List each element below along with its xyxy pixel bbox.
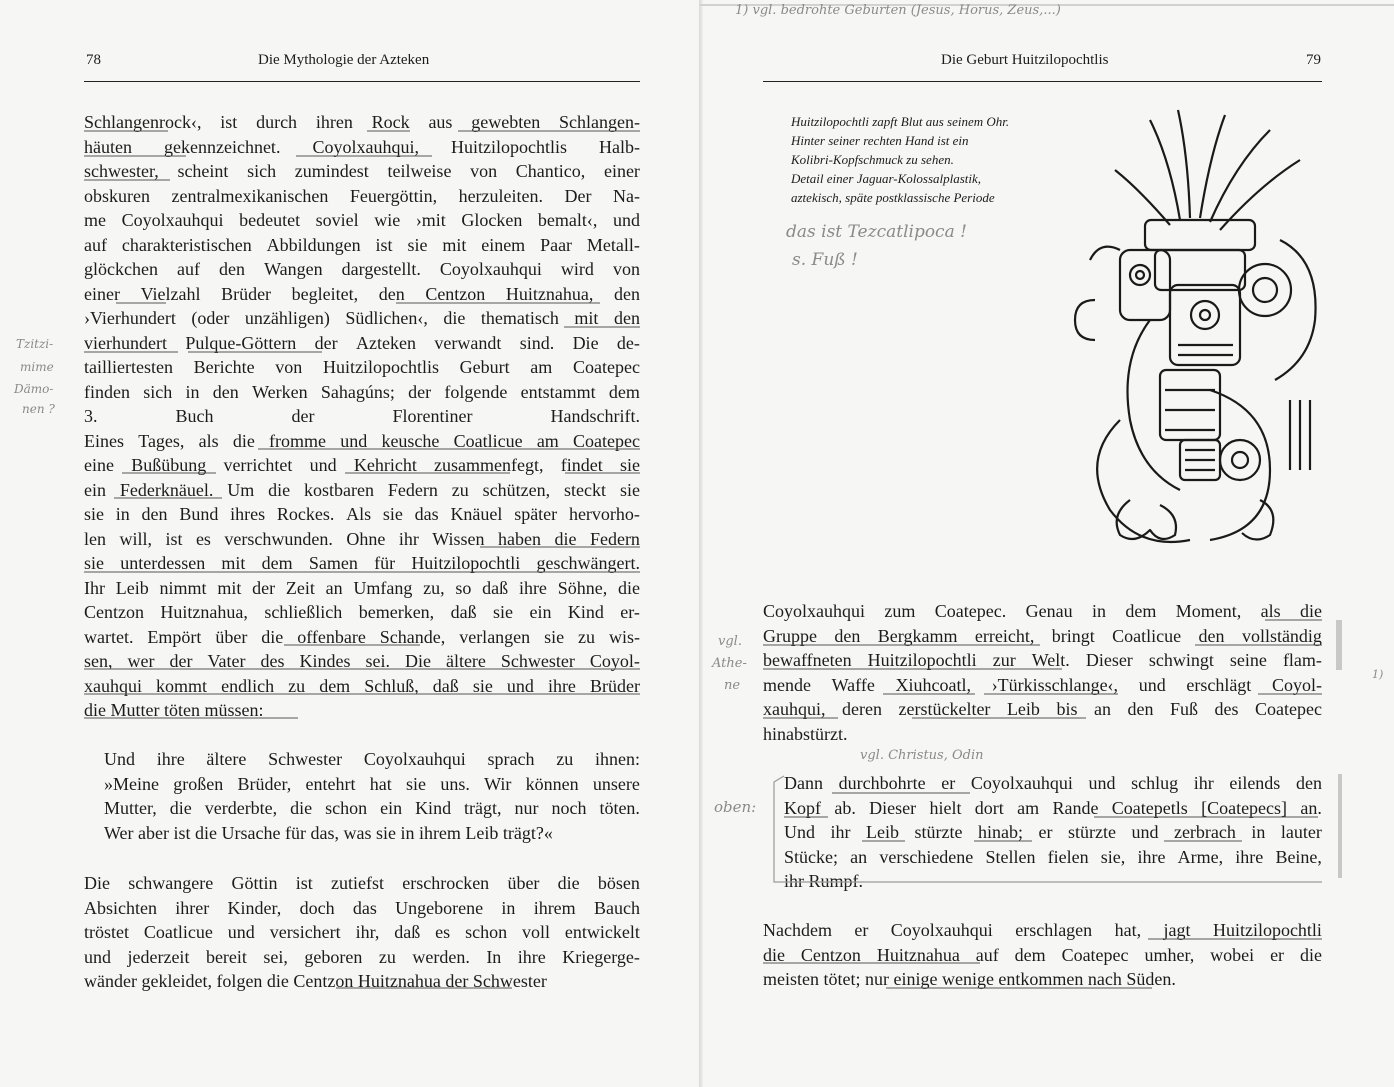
aztec-figure-illustration <box>1060 100 1320 560</box>
margin-note-oben: oben: <box>714 798 757 816</box>
left-body-line: auf charakteristischen Abbildungen ist sie mit einem Paar Metall- <box>84 234 640 255</box>
top-handwritten-note: 1) vgl. bedrohte Geburten (Jesus, Horus, Zeus,...) <box>735 3 1061 18</box>
left-after-line: wänder gekleidet, folgen die Centzon Huitznahua der Schwester <box>84 971 547 991</box>
right-quote-line: Und ihr Leib stürzte hinab; er stürzte und zerbrach in lauter <box>784 822 1322 842</box>
left-body-line: glöckchen auf den Wangen dargestellt. Coyolxauhqui wird von <box>84 259 640 279</box>
right-quote-line: Kopf ab. Dieser hielt dort am Rande Coatepetls [Coatepecs] an. <box>784 797 1322 818</box>
left-body-line: einer Vielzahl Brüder begleitet, den Centzon Huitznahua, den <box>84 283 640 304</box>
left-body-line: 3. Buch der Florentiner Handschrift. <box>84 406 640 426</box>
caption-line: Kolibri-Kopfschmuck zu sehen. <box>791 152 954 167</box>
left-body-line: sen, wer der Vater des Kindes sei. Die ältere Schwester Coyol- <box>84 651 640 671</box>
right-page-number: 79 <box>1306 52 1321 68</box>
right-quote-line: Stücke; an verschiedene Stellen fielen sie, ihre Arme, ihre Beine, <box>784 846 1322 867</box>
right-running-title: Die Geburt Huitzilopochtlis <box>941 52 1109 68</box>
left-quote-line: Und ihre ältere Schwester Coyolxauhqui sprach zu ihnen: <box>104 749 640 769</box>
left-body-line: len will, ist es verschwunden. Ohne ihr Wissen haben die Federn <box>84 528 640 549</box>
left-header-rule <box>84 81 640 82</box>
left-body-line: die Mutter töten müssen: <box>84 700 264 720</box>
right-header <box>703 52 1394 76</box>
right-after-line: die Centzon Huitznahua auf dem Coatepec umher, wobei er die <box>763 944 1322 965</box>
right-body-line: bewaffneten Huitzilopochtli zur Welt. Dieser schwingt seine flam- <box>763 650 1322 670</box>
left-body-line: Ihr Leib nimmt mit der Zeit an Umfang zu, so daß ihre Söhne, die <box>84 577 640 598</box>
right-body-line: hinabstürzt. <box>763 723 848 744</box>
left-after-line: Die schwangere Göttin ist zutiefst erschrocken über die bösen <box>84 873 640 893</box>
margin-note-athene-2: Athe- <box>712 656 747 671</box>
left-body-line: xauhqui kommt endlich zu dem Schluß, daß sie und ihre Brüder <box>84 675 640 696</box>
margin-note-left-2: mime <box>20 360 54 374</box>
left-quote-line: Wer aber ist die Ursache für das, was sie in ihrem Leib trägt?« <box>104 822 553 843</box>
left-body-line: wartet. Empört über die offenbare Schande, verlangen sie zu wis- <box>84 626 640 647</box>
right-body-line: mende Waffe Xiuhcoatl, ›Türkisschlange‹, und erschlägt Coyol- <box>763 674 1322 695</box>
left-after-line: und jederzeit bereit sei, geboren zu werden. In ihre Kriegerge- <box>84 946 640 967</box>
left-body-line: Centzon Huitznahua, schließlich bemerken, daß sie ein Kind er- <box>84 602 640 622</box>
left-body-line: obskuren zentralmexikanischen Feuergöttin, herzuleiten. Der Na- <box>84 185 640 206</box>
left-body-line: me Coyolxauhqui bedeutet soviel wie ›mit Glocken bemalt‹, und <box>84 210 640 230</box>
right-quote-line: ihr Rumpf. <box>784 871 863 891</box>
caption-handwritten-note: das ist Tezcatlipoca ! <box>786 222 967 242</box>
right-after-line: meisten tötet; nur einige wenige entkommen nach Süden. <box>763 969 1176 989</box>
margin-note-left-3: Dämo- <box>14 382 54 396</box>
figure-caption <box>791 112 1009 207</box>
margin-note-footnote-mark: 1) <box>1372 668 1384 681</box>
caption-line: Huitzilopochtli zapft Blut aus seinem Ohr. <box>791 114 1010 129</box>
left-after-line: Absichten ihrer Kinder, doch das Ungeborene in ihrem Bauch <box>84 897 640 918</box>
left-body-line: Eines Tages, als die fromme und keusche Coatlicue am Coatepec <box>84 430 640 451</box>
left-quote-line: Mutter, die verderbte, die schon ein Kind trägt, nur noch töten. <box>104 798 640 818</box>
right-body-line: xauhqui, deren zerstückelter Leib bis an den Fuß des Coatepec <box>763 699 1322 719</box>
left-body-line: vierhundert Pulque-Göttern der Azteken verwandt sind. Die de- <box>84 332 640 353</box>
left-block-quote <box>104 747 640 845</box>
left-continuation-text <box>84 871 640 994</box>
left-body-line: schwester, scheint sich zumindest teilweise von Chantico, einer <box>84 161 640 181</box>
right-after-line: Nachdem er Coyolxauhqui erschlagen hat, jagt Huitzilopochtli <box>763 920 1322 940</box>
left-header <box>0 52 700 76</box>
right-block-quote <box>784 771 1322 894</box>
left-body-line: tailliertesten Berichte von Huitzilopochtlis Geburt am Coatepec <box>84 357 640 377</box>
margin-note-left-4: nen ? <box>22 402 55 416</box>
book-gutter <box>699 0 703 1087</box>
left-body-line: ›Vierhundert (oder unzähligen) Südlichen‹, die thematisch mit den <box>84 308 640 328</box>
left-body-line: Schlangenrock‹, ist durch ihren Rock aus gewebten Schlangen- <box>84 112 640 132</box>
left-running-title: Die Mythologie der Azteken <box>258 52 430 68</box>
margin-note-athene-1: vgl. <box>718 634 742 649</box>
left-body-line: sie unterdessen mit dem Samen für Huitzilopochtli geschwängert. <box>84 553 640 573</box>
margin-note-left-1: Tzitzi- <box>16 337 54 351</box>
left-body-line: häuten gekennzeichnet. Coyolxauhqui, Huitzilopochtlis Halb- <box>84 136 640 157</box>
left-page-number: 78 <box>86 52 101 68</box>
caption-handwritten-note-2: s. Fuß ! <box>792 250 858 270</box>
left-body-line: ein Federknäuel. Um die kostbaren Federn zu schützen, steckt sie <box>84 479 640 500</box>
handwritten-christus-note: vgl. Christus, Odin <box>860 748 984 763</box>
right-body-text <box>763 599 1322 746</box>
right-body-line: Gruppe den Bergkamm erreicht, bringt Coatlicue den vollständig <box>763 625 1322 646</box>
left-body-line: eine Bußübung verrichtet und Kehricht zusammenfegt, findet sie <box>84 455 640 475</box>
right-quote-line: Dann durchbohrte er Coyolxauhqui und schlug ihr eilends den <box>784 773 1322 793</box>
caption-line: Hinter seiner rechten Hand ist ein <box>791 133 969 148</box>
right-continuation-text <box>763 918 1322 992</box>
left-body-text <box>84 110 640 723</box>
left-quote-line: »Meine großen Brüder, entehrt hat sie uns. Wir können unsere <box>104 773 640 794</box>
left-after-line: tröstet Coatlicue und versichert ihr, daß es schon voll entwickelt <box>84 922 640 942</box>
caption-line: Detail einer Jaguar-Kolossalplastik, <box>791 171 982 186</box>
right-body-line: Coyolxauhqui zum Coatepec. Genau in dem Moment, als die <box>763 601 1322 621</box>
left-body-line: finden sich in den Werken Sahagúns; der folgende entstammt dem <box>84 381 640 402</box>
right-header-rule <box>763 81 1322 82</box>
caption-line: aztekisch, späte postklassische Periode <box>791 190 995 205</box>
margin-note-athene-3: ne <box>724 678 741 693</box>
left-body-line: sie in den Bund ihres Rockes. Als sie das Knäuel später hervorho- <box>84 504 640 524</box>
